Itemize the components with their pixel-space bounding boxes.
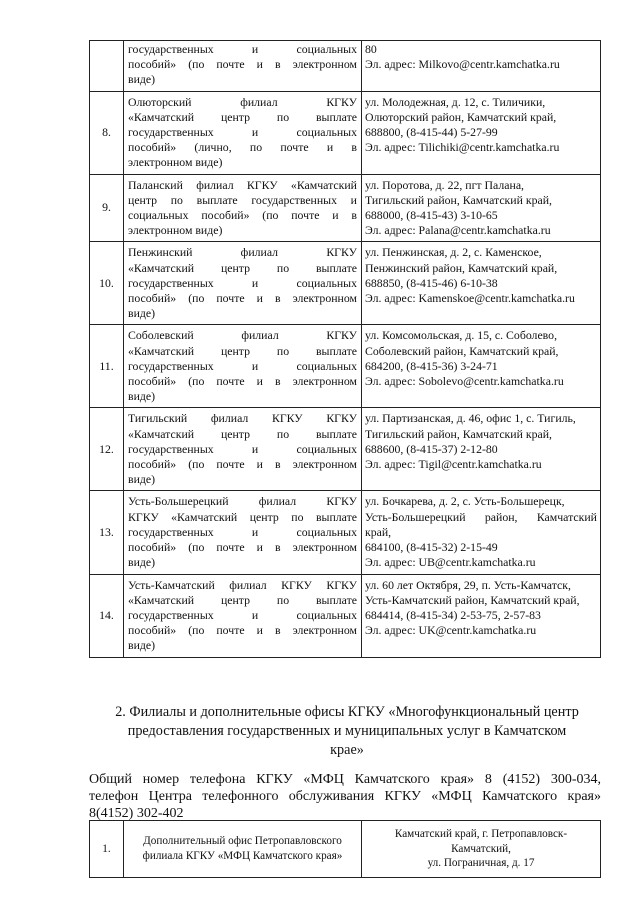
branch-name-cell xyxy=(124,242,362,325)
branch-address-line: Камчатский край, г. Петропавловск- xyxy=(394,828,568,840)
branch-address-line: Эл. адрес: Sobolevo@centr.kamchatka.ru xyxy=(365,374,564,389)
branch-name-line: государственных и социальных xyxy=(128,275,357,290)
branch-address-line: 688000, (8-415-43) 3-10-65 xyxy=(365,208,498,223)
phone-info-line: 8(4152) 302-402 xyxy=(89,806,184,821)
branch-name-line: Тигильский филиал КГКУ КГКУ xyxy=(128,411,357,426)
branch-name-line: виде) xyxy=(128,638,156,653)
branch-name-line: Дополнительный офис Петропавловского xyxy=(143,835,342,848)
branch-address-line: Эл. адрес: Tilichiki@centr.kamchatka.ru xyxy=(365,140,560,155)
branch-address-line: Тигильский район, Камчатский край, xyxy=(365,426,552,441)
branch-address-line: Пенжинский район, Камчатский край, xyxy=(365,260,558,275)
branch-name-line: виде) xyxy=(128,555,156,570)
branch-name-line: социальных пособий» (по почте и в xyxy=(128,208,357,223)
branch-name-line: «Камчатский центр по выплате xyxy=(128,343,357,358)
branch-address-line: 688850, (8-415-46) 6-10-38 xyxy=(365,275,498,290)
branch-address-line: Эл. адрес: UB@centr.kamchatka.ru xyxy=(365,555,536,570)
branch-name-line: Усть-Большерецкий филиал КГКУ xyxy=(128,494,357,509)
table-row xyxy=(90,91,601,174)
branch-address-line: Усть-Камчатский район, Камчатский край, xyxy=(365,592,580,607)
branch-address-cell xyxy=(362,491,601,574)
branch-name-line: КГКУ «Камчатский центр по выплате xyxy=(128,509,357,524)
branch-address-line: 688600, (8-415-37) 2-12-80 xyxy=(365,441,498,456)
branch-name-line: виде) xyxy=(128,389,156,404)
branch-address-line: Эл. адрес: Palana@centr.kamchatka.ru xyxy=(365,223,551,238)
branch-address-cell xyxy=(362,242,601,325)
branch-address-line: 684200, (8-415-36) 3-24-71 xyxy=(365,358,498,373)
branch-address-line: Соболевский район, Камчатский край, xyxy=(365,343,559,358)
branch-address-line: ул. Бочкарева, д. 2, с. Усть-Большерецк, xyxy=(365,494,565,509)
branch-name-line: пособий» (по почте и в электронном xyxy=(128,374,357,389)
branch-address-cell xyxy=(362,41,601,92)
table-row xyxy=(90,174,601,242)
row-number xyxy=(90,41,124,92)
branch-name-cell xyxy=(124,408,362,491)
mfc-offices-table xyxy=(89,820,601,878)
branch-name-line: государственных и социальных xyxy=(128,524,357,539)
branch-name-cell xyxy=(124,174,362,242)
section-heading-line: крае» xyxy=(330,742,364,758)
branch-name-cell xyxy=(124,91,362,174)
phone-info-line: телефон Центра телефонного обслуживания КГКУ «МФЦ Камчатского края» xyxy=(89,789,601,804)
branch-address-line: ул. Партизанская, д. 46, офис 1, с. Тигиль, xyxy=(365,411,576,426)
branch-address-cell xyxy=(362,91,601,174)
branch-address-line: ул. Поротова, д. 22, пгт Палана, xyxy=(365,177,525,192)
branch-address-line: 684414, (8-415-34) 2-53-75, 2-57-83 xyxy=(365,607,541,622)
branch-address-line: Тигильский район, Камчатский край, xyxy=(365,192,552,207)
branch-address-line: Эл. адрес: UK@centr.kamchatka.ru xyxy=(365,623,537,638)
section-heading-line: 2. Филиалы и дополнительные офисы КГКУ «Многофункциональный центр xyxy=(115,704,579,720)
table-row xyxy=(90,491,601,574)
branch-name-cell xyxy=(124,491,362,574)
branch-address-line: Камчатский, xyxy=(451,842,511,855)
branch-address-line: ул. Пограничная, д. 17 xyxy=(427,857,535,869)
branch-name-line: «Камчатский центр по выплате xyxy=(128,260,357,275)
section-heading xyxy=(91,703,603,760)
branch-address-line: Эл. адрес: Tigil@centr.kamchatka.ru xyxy=(365,457,542,472)
phone-info-paragraph xyxy=(89,771,601,822)
table-row xyxy=(90,574,601,657)
branch-name-line: пособий» (лично, по почте и в xyxy=(128,140,357,155)
branches-table xyxy=(89,40,601,658)
section-heading-line: предоставления государственных и муниципальных услуг в Камчатском xyxy=(127,723,567,739)
branch-name-line: электронном виде) xyxy=(128,223,223,238)
branch-name-line: Усть-Камчатский филиал КГКУ КГКУ xyxy=(128,577,357,592)
branch-address-line: ул. 60 лет Октября, 29, п. Усть-Камчатск, xyxy=(365,577,571,592)
branch-name-line: Паланский филиал КГКУ «Камчатский xyxy=(128,177,357,192)
branch-name-cell xyxy=(124,821,362,878)
branch-name-line: государственных и социальных xyxy=(128,125,357,140)
branch-address-line: 80 xyxy=(365,42,377,56)
branch-name-line: пособий» (по почте и в электронном xyxy=(128,623,357,638)
branch-address-line: 688800, (8-415-44) 5-27-99 xyxy=(365,125,498,140)
branch-address-line: Усть-Большерецкий район, Камчатский xyxy=(365,509,597,524)
branch-name-line: «Камчатский центр по выплате xyxy=(128,592,357,607)
table-row xyxy=(90,408,601,491)
branch-name-line: филиала КГКУ «МФЦ Камчатского края» xyxy=(142,849,343,862)
branch-name-cell xyxy=(124,574,362,657)
branch-address-line: Олюторский район, Камчатский край, xyxy=(365,109,557,124)
branch-name-line: центр по выплате государственных и xyxy=(128,192,357,207)
branch-name-line: пособий» (по почте и в электронном xyxy=(128,540,357,555)
branch-name-line: электронном виде) xyxy=(128,155,223,170)
branch-name-line: Олюторский филиал КГКУ xyxy=(128,94,357,109)
branch-name-line: виде) xyxy=(128,72,156,87)
branch-address-line: 684100, (8-415-32) 2-15-49 xyxy=(365,540,498,555)
branch-name-line: Соболевский филиал КГКУ xyxy=(128,328,357,343)
row-number: 11. xyxy=(90,325,124,408)
row-number: 8. xyxy=(90,91,124,174)
branch-name-line: виде) xyxy=(128,306,156,321)
branch-address-cell xyxy=(362,174,601,242)
row-number: 13. xyxy=(90,491,124,574)
branch-address-line: ул. Молодежная, д. 12, с. Тиличики, xyxy=(365,94,546,109)
branch-name-line: пособий» (по почте и в электронном xyxy=(128,57,357,72)
table-row xyxy=(90,821,601,878)
branch-name-line: «Камчатский центр по выплате xyxy=(128,426,357,441)
branch-name-cell xyxy=(124,41,362,92)
branch-address-line: Эл. адрес: Kamenskoe@centr.kamchatka.ru xyxy=(365,291,575,306)
branch-name-line: пособий» (по почте и в электронном xyxy=(128,457,357,472)
branch-name-line: государственных и социальных xyxy=(128,42,357,56)
branch-address-line: край, xyxy=(365,524,392,539)
branch-name-line: «Камчатский центр по выплате xyxy=(128,109,357,124)
branch-address-line: ул. Пенжинская, д. 2, с. Каменское, xyxy=(365,245,542,260)
branch-address-line: Эл. адрес: Milkovo@centr.kamchatka.ru xyxy=(365,57,560,72)
row-number: 12. xyxy=(90,408,124,491)
row-number: 9. xyxy=(90,174,124,242)
table-row xyxy=(90,41,601,92)
row-number: 14. xyxy=(90,574,124,657)
table-row xyxy=(90,325,601,408)
branch-name-line: государственных и социальных xyxy=(128,607,357,622)
phone-info-line: Общий номер телефона КГКУ «МФЦ Камчатского края» 8 (4152) 300-034, xyxy=(89,772,601,787)
branch-name-line: государственных и социальных xyxy=(128,441,357,456)
branch-name-line: государственных и социальных xyxy=(128,358,357,373)
branch-name-line: Пенжинский филиал КГКУ xyxy=(128,245,357,260)
branch-address-line: ул. Комсомольская, д. 15, с. Соболево, xyxy=(365,328,558,343)
row-number: 10. xyxy=(90,242,124,325)
row-number: 1. xyxy=(90,821,124,878)
branch-address-cell xyxy=(362,574,601,657)
branch-name-line: виде) xyxy=(128,472,156,487)
branch-name-line: пособий» (по почте и в электронном xyxy=(128,291,357,306)
branch-address-cell xyxy=(362,408,601,491)
branch-address-cell xyxy=(362,821,601,878)
branch-address-cell xyxy=(362,325,601,408)
branch-name-cell xyxy=(124,325,362,408)
table-row xyxy=(90,242,601,325)
